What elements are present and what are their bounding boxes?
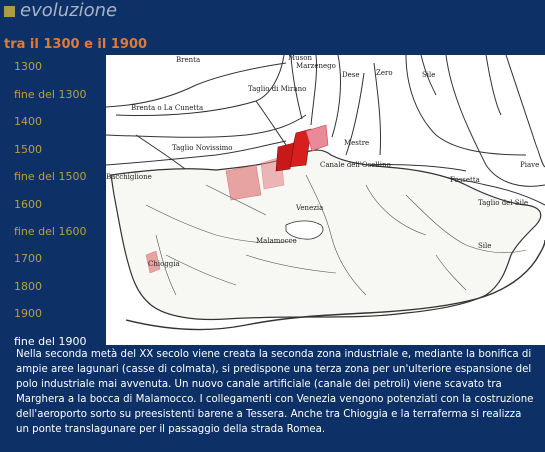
description-text: Nella seconda metà del XX secolo viene creata la seconda zona industriale e, mediante la bonifica di ampie aree lagunari (casse di colmata), si predispone una terza zona per un'ulteriore espansione del polo industriale mai avvenuta. Un nuovo canale artificiale (canale dei petroli) viene scavato tra Marghera a la bocca di Malamocco. I collegamenti con Venezia vengono potenziati con la costruzione dell'aeroporto sorto su preesistenti barene a Tessera. Anche tra Chioggia e la terraferma si realizza un ponte translagunare per il passaggio della strada Romea. — [16, 349, 534, 435]
timeline-item[interactable]: fine del 1600 — [14, 225, 87, 238]
svg-text:Sile: Sile — [422, 71, 436, 79]
svg-text:Venezia: Venezia — [296, 204, 324, 212]
timeline-item[interactable]: 1300 — [14, 60, 42, 73]
section-subtitle: tra il 1300 e il 1900 — [4, 37, 148, 52]
svg-text:Mestre: Mestre — [344, 139, 370, 147]
svg-text:Canale dell'Osellino: Canale dell'Osellino — [320, 161, 391, 169]
section-title: evoluzione — [20, 0, 118, 21]
section-header — [0, 0, 545, 28]
timeline-item[interactable]: 1500 — [14, 143, 42, 156]
timeline-item[interactable]: 1800 — [14, 280, 42, 293]
svg-text:Fossetta: Fossetta — [450, 176, 480, 184]
svg-text:Taglio del Sile: Taglio del Sile — [478, 199, 529, 207]
svg-text:Brenta: Brenta — [176, 56, 201, 64]
svg-text:Taglio Novissimo: Taglio Novissimo — [172, 144, 233, 152]
svg-text:Zero: Zero — [376, 69, 393, 77]
bullet-icon — [4, 6, 15, 17]
svg-text:Piave: Piave — [520, 161, 540, 169]
timeline-item[interactable]: fine del 1500 — [14, 170, 87, 183]
svg-text:Marzenego: Marzenego — [296, 62, 336, 70]
svg-text:Malamocco: Malamocco — [256, 237, 297, 245]
svg-text:Brenta o La Cunetta: Brenta o La Cunetta — [131, 104, 204, 112]
timeline-item[interactable]: fine del 1300 — [14, 88, 87, 101]
svg-text:Taglio di Mirano: Taglio di Mirano — [248, 85, 307, 93]
timeline-item-active[interactable]: fine del 1900 — [14, 335, 87, 348]
svg-text:Chioggia: Chioggia — [148, 260, 180, 268]
timeline-item[interactable]: 1700 — [14, 252, 42, 265]
lagoon-map — [106, 55, 545, 345]
timeline-item[interactable]: 1400 — [14, 115, 42, 128]
svg-text:Bacchiglione: Bacchiglione — [106, 173, 152, 181]
svg-text:Muson: Muson — [288, 55, 312, 62]
svg-text:Sile: Sile — [478, 242, 492, 250]
timeline-item[interactable]: 1900 — [14, 307, 42, 320]
svg-text:Dese: Dese — [342, 71, 360, 79]
timeline-item[interactable]: 1600 — [14, 198, 42, 211]
lagoon-map-svg — [106, 55, 545, 345]
